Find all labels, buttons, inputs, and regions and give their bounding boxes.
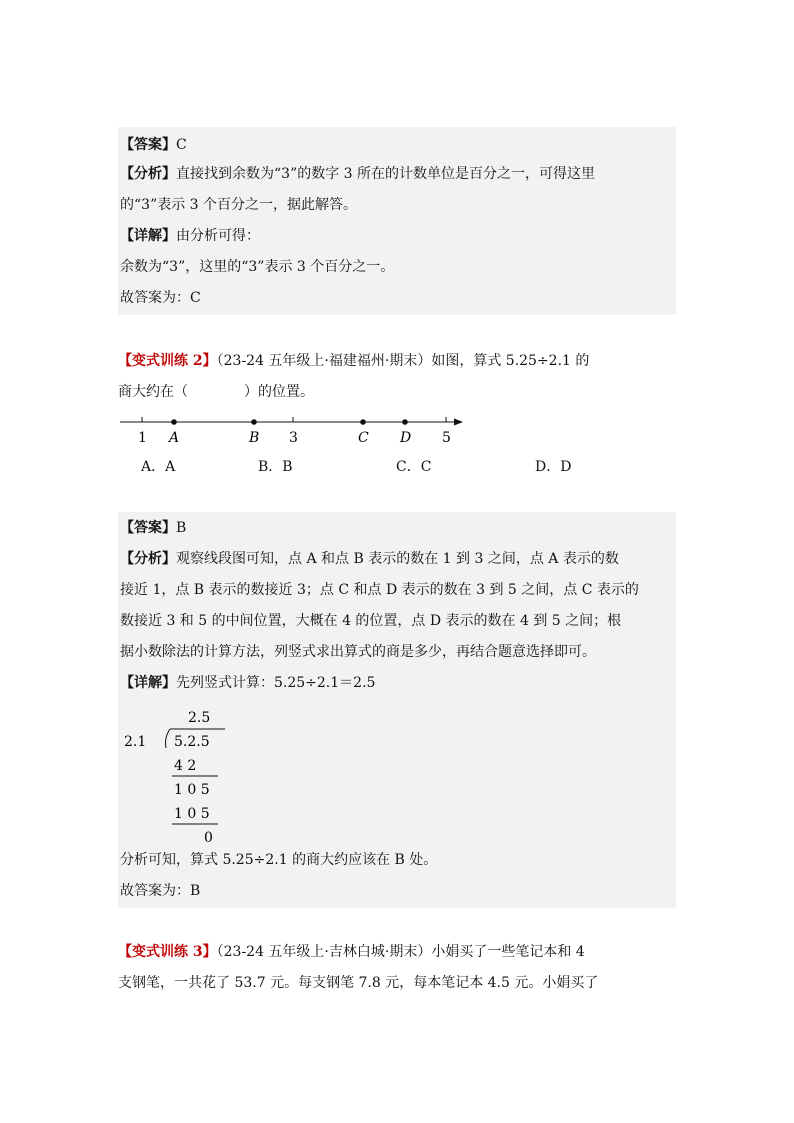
option-c[interactable]: C．C [396,459,432,475]
answer-line [120,518,186,538]
detail-line-2: 分析可知，算式 5.25÷2.1 的商大约应该在 B 处。 [120,852,438,868]
detail-tag: 【详解】 [120,675,176,691]
detail-line-1: 【详解】先列竖式计算：5.25÷2.1＝2.5 [120,675,376,691]
division-step-2: 1 0 5 [174,782,210,798]
analysis-line-2: 的“3”表示 3 个百分之一，据此解答。 [120,197,358,213]
detail-line-2: 余数为“3”，这里的“3”表示 3 个百分之一。 [120,259,395,275]
division-step-1: 4 2 [174,758,197,774]
problem-3-line-2: 支钢笔，一共花了 53.7 元。每支钢笔 7.8 元，每本笔记本 4.5 元。小娟买了 [118,975,599,991]
problem-tag: 【变式训练 2】 [118,353,217,369]
tick-label-5: 5 [442,430,451,446]
answer-block-1 [118,127,676,315]
point-label-c: C [358,430,369,446]
answer-block-2 [118,512,676,908]
answer-value: B [176,520,187,536]
point-c [360,419,366,425]
division-divisor: 2.1 [124,734,147,750]
conclusion: 故答案为：B [120,883,201,899]
analysis-line-2: 接近 1，点 B 表示的数接近 3；点 C 和点 D 表示的数在 3 到 5 之间，点 C 表示的 [120,582,639,598]
option-b[interactable]: B．B [258,459,293,475]
point-a [171,419,177,425]
tick-label-1: 1 [138,430,147,446]
division-dividend: 5.2.5 [174,734,210,750]
detail-tag: 【详解】 [120,228,176,244]
analysis-line-1: 【分析】直接找到余数为“3”的数字 3 所在的计数单位是百分之一，可得这里 [120,166,596,182]
analysis-line-1: 【分析】观察线段图可知，点 A 和点 B 表示的数在 1 到 3 之间，点 A 表示的数 [120,551,619,567]
arrow-head-icon [454,419,463,426]
problem-2-line-1: 【变式训练 2】（23-24 五年级上·福建福州·期末）如图，算式 5.25÷2.1 的 [118,353,590,369]
option-a[interactable]: A．A [141,459,176,475]
point-label-b: B [249,430,260,446]
division-step-3: 1 0 5 [174,806,210,822]
point-d [402,419,408,425]
point-label-d: D [400,430,412,446]
answer-value: C [176,137,187,153]
problem-tag: 【变式训练 3】 [118,944,217,960]
analysis-line-4: 据小数除法的计算方法，列竖式求出算式的商是多少，再结合题意选择即可。 [120,644,596,660]
problem-2-line-2: 商大约在（ ）的位置。 [118,384,314,400]
option-d[interactable]: D．D [535,459,572,475]
analysis-tag: 【分析】 [120,166,176,182]
detail-line-1: 【详解】由分析可得： [120,228,260,244]
answer-tag: 【答案】 [120,520,176,536]
division-quotient: 2.5 [188,710,211,726]
problem-3-line-1: 【变式训练 3】（23-24 五年级上·吉林白城·期末）小娟买了一些笔记本和 4 [118,944,585,960]
division-bracket [166,729,171,748]
conclusion: 故答案为：C [120,290,201,306]
answer-tag: 【答案】 [120,137,176,153]
analysis-line-3: 数接近 3 和 5 的中间位置，大概在 4 的位置，点 D 表示的数在 4 到 5 之间；根 [120,613,622,629]
point-b [251,419,257,425]
long-division-figure [118,704,248,844]
tick-label-3: 3 [289,430,298,446]
analysis-tag: 【分析】 [120,551,176,567]
point-label-a: A [169,430,180,446]
number-line-figure [118,408,468,448]
division-remainder: 0 [204,830,213,844]
answer-line [120,135,187,155]
